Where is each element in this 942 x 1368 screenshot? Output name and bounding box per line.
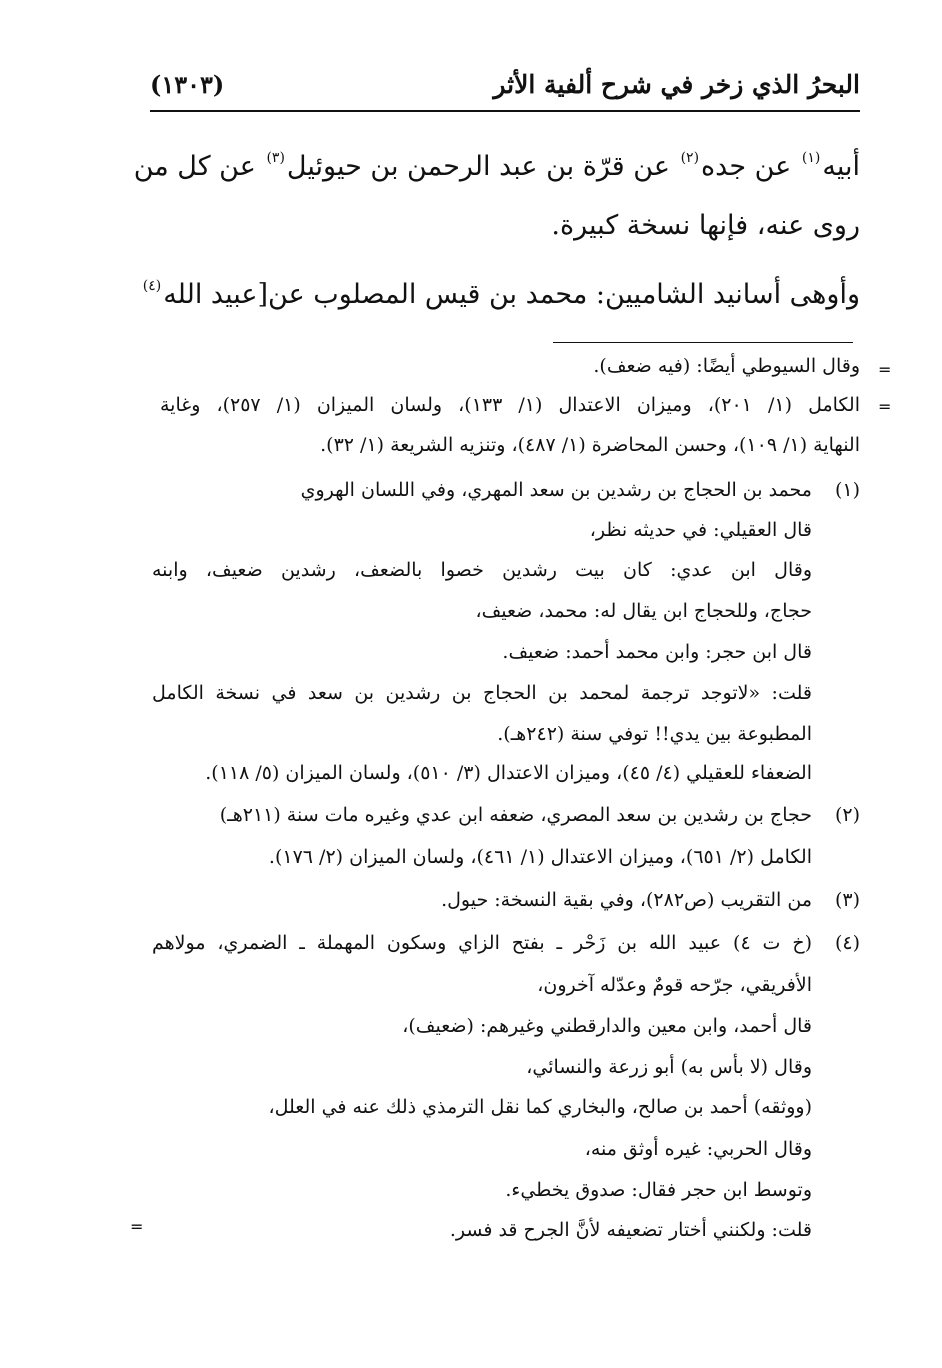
main-text-line-2: روى عنه، فإنها نسخة كبيرة. xyxy=(551,210,860,241)
footnote-number-4: (٤) xyxy=(834,932,860,954)
main-text-segment: عن جده xyxy=(701,151,792,182)
main-text-segment: وأوهى أسانيد الشاميين: محمد بن قيس المصلوب عن[عبيد الله xyxy=(163,279,860,310)
running-header-title: البحرُ الذي زخر في شرح ألفية الأثر xyxy=(493,70,860,99)
footnote-continued-line: الكامل (١/ ٢٠١)، وميزان الاعتدال (١/ ١٣٣)، ولسان الميزان (١/ ٢٥٧)، وغاية xyxy=(160,394,860,416)
main-text-line-3 xyxy=(142,278,860,310)
footnote-continued-line: وقال السيوطي أيضًا: (فيه ضعف). xyxy=(593,355,860,377)
continuation-mark: = xyxy=(130,1217,144,1236)
main-text-segment: أبيه xyxy=(822,151,860,182)
footnote-4-line: الأفريقي، جرّحه قومٌ وعدّله آخرون، xyxy=(537,974,812,996)
continuation-mark: = xyxy=(878,397,892,416)
footnote-1-line: قال ابن حجر: وابن محمد أحمد: ضعيف. xyxy=(502,641,812,663)
footnote-1-line: حجاج، وللحجاج ابن يقال له: محمد، ضعيف، xyxy=(475,600,812,622)
footnote-1-line: قلت: «لاتوجد ترجمة لمحمد بن الحجاج بن رشدين بن سعد في نسخة الكامل xyxy=(152,682,812,704)
main-text-segment: عن كل من xyxy=(133,151,256,182)
footnote-2-line: حجاج بن رشدين بن سعد المصري، ضعفه ابن عدي وغيره مات سنة (٢١١هـ) xyxy=(219,804,812,826)
footnote-ref-2: (٢) xyxy=(680,150,700,166)
footnote-1-line: المطبوعة بين يدي!! توفي سنة (٢٤٢هـ). xyxy=(497,723,812,745)
footnote-1-line: وقال ابن عدي: كان بيت رشدين خصوا بالضعف، رشدين ضعيف، وابنه xyxy=(152,559,812,581)
page-number: (١٣٠٣) xyxy=(150,70,225,99)
footnote-number-3: (٣) xyxy=(834,889,860,911)
main-text-segment: عن قرّة بن عبد الرحمن بن حيوئيل xyxy=(286,151,670,182)
footnote-2-line: الكامل (٢/ ٦٥١)، وميزان الاعتدال (١/ ٤٦١)، ولسان الميزان (٢/ ١٧٦). xyxy=(268,846,812,868)
footnote-ref-3: (٣) xyxy=(266,150,285,166)
footnote-4-line: قلت: ولكنني أختار تضعيفه لأنَّ الجرح قد فسر. xyxy=(449,1219,812,1241)
footnote-4-line: وتوسط ابن حجر فقال: صدوق يخطيء. xyxy=(505,1179,812,1201)
main-text-line-1 xyxy=(133,150,860,182)
footnote-number-1: (١) xyxy=(834,479,860,501)
footnote-separator xyxy=(553,342,853,343)
footnote-continued-line: النهاية (١/ ١٠٩)، وحسن المحاضرة (١/ ٤٨٧)، وتنزيه الشريعة (١/ ٣٢). xyxy=(320,434,860,456)
footnote-1-line: قال العقيلي: في حديثه نظر، xyxy=(589,519,812,541)
header-rule xyxy=(150,110,860,112)
footnote-3-line: من التقريب (ص٢٨٢)، وفي بقية النسخة: حيول. xyxy=(441,889,812,911)
footnote-ref-1: (١) xyxy=(801,150,821,166)
footnote-1-line: محمد بن الحجاج بن رشدين بن سعد المهري، وفي اللسان الهروي xyxy=(300,479,812,501)
footnote-4-line: قال أحمد، وابن معين والدارقطني وغيرهم: (ضعيف)، xyxy=(402,1015,812,1037)
footnote-number-2: (٢) xyxy=(834,804,860,826)
footnote-4-line: وقال الحربي: غيره أوثق منه، xyxy=(584,1138,812,1160)
continuation-mark: = xyxy=(878,360,892,379)
footnote-4-line: (ووثقه) أحمد بن صالح، والبخاري كما نقل الترمذي ذلك عنه في العلل، xyxy=(268,1096,812,1118)
footnote-1-line: الضعفاء للعقيلي (٤/ ٤٥)، وميزان الاعتدال (٣/ ٥١٠)، ولسان الميزان (٥/ ١١٨). xyxy=(205,762,812,784)
footnote-4-line: وقال (لا بأس به) أبو زرعة والنسائي، xyxy=(526,1056,812,1078)
footnote-ref-4: (٤) xyxy=(142,278,162,294)
footnote-4-line: (خ ت ٤) عبيد الله بن زَحْر ـ بفتح الزاي وسكون المهملة ـ الضمري، مولاهم xyxy=(152,932,812,954)
